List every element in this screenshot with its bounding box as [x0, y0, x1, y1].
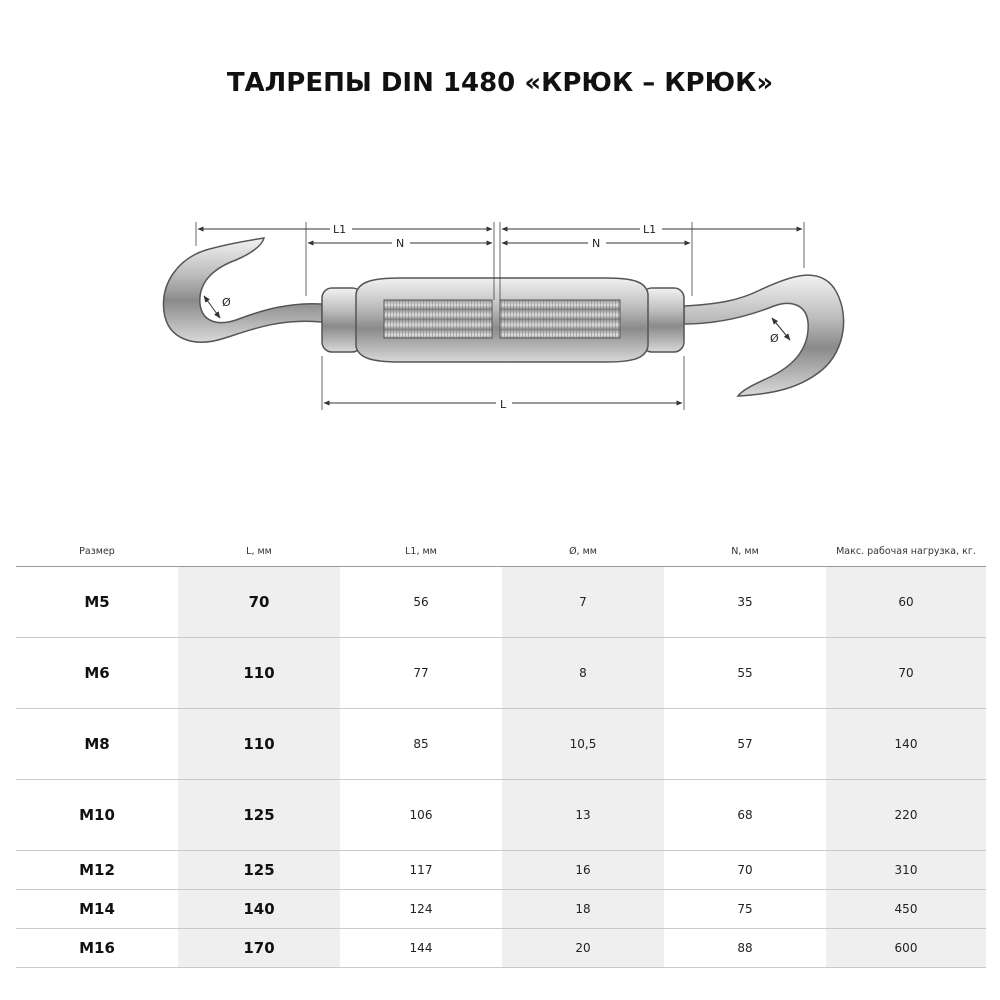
n-cell: 68 [737, 808, 753, 822]
max-load-cell: 220 [826, 780, 986, 850]
l1-cell: 117 [409, 863, 433, 877]
table-row [16, 890, 986, 929]
diameter-cell: 13 [502, 780, 664, 850]
turnbuckle-body [322, 278, 684, 362]
diameter-cell: 8 [502, 638, 664, 708]
max-load-cell: 600 [826, 929, 986, 967]
l-cell: 140 [178, 890, 340, 928]
n-left-label: N [396, 237, 405, 250]
n-right-label: N [592, 237, 601, 250]
max-load-cell: 70 [826, 638, 986, 708]
size-cell: M16 [79, 939, 115, 957]
table-header-row [16, 536, 986, 567]
header-l1: L1, мм [340, 536, 502, 566]
l-cell: 110 [178, 709, 340, 779]
table-row [16, 709, 986, 780]
header-diameter: Ø, мм [502, 536, 664, 566]
l1-cell: 56 [413, 595, 429, 609]
l1-cell: 106 [409, 808, 433, 822]
diameter-cell: 16 [502, 851, 664, 889]
l-total-label: L [500, 398, 507, 411]
max-load-cell: 450 [826, 890, 986, 928]
size-cell: M8 [84, 735, 110, 753]
l1-left-label: L1 [333, 223, 347, 236]
table-row [16, 929, 986, 968]
page-title: ТАЛРЕПЫ DIN 1480 «КРЮК – КРЮК» [226, 68, 774, 98]
n-cell: 55 [737, 666, 753, 680]
size-cell: M14 [79, 900, 115, 918]
max-load-cell: 60 [826, 567, 986, 637]
size-cell: M6 [84, 664, 110, 682]
n-cell: 75 [737, 902, 753, 916]
diameter-cell: 20 [502, 929, 664, 967]
header-l: L, мм [178, 536, 340, 566]
specs-table [16, 536, 986, 968]
table-row [16, 780, 986, 851]
l1-cell: 85 [413, 737, 429, 751]
l1-cell: 124 [409, 902, 433, 916]
n-cell: 70 [737, 863, 753, 877]
size-cell: M10 [79, 806, 115, 824]
diameter-cell: 10,5 [502, 709, 664, 779]
size-cell: M12 [79, 861, 115, 879]
dia-right-label: Ø [770, 332, 779, 345]
left-hook [163, 238, 322, 342]
l-cell: 125 [178, 851, 340, 889]
table-row [16, 851, 986, 890]
header-n: N, мм [664, 536, 826, 566]
right-hook [684, 275, 844, 396]
table-row [16, 567, 986, 638]
header-size: Размер [16, 536, 178, 566]
l1-cell: 144 [409, 941, 433, 955]
n-cell: 88 [737, 941, 753, 955]
n-cell: 57 [737, 737, 753, 751]
l-cell: 70 [178, 567, 340, 637]
l-cell: 125 [178, 780, 340, 850]
l-cell: 170 [178, 929, 340, 967]
header-max-load: Макс. рабочая нагрузка, кг. [826, 536, 986, 566]
size-cell: M5 [84, 593, 110, 611]
l1-right-label: L1 [643, 223, 657, 236]
diameter-cell: 7 [502, 567, 664, 637]
max-load-cell: 310 [826, 851, 986, 889]
max-load-cell: 140 [826, 709, 986, 779]
l-cell: 110 [178, 638, 340, 708]
l1-cell: 77 [413, 666, 429, 680]
n-cell: 35 [737, 595, 753, 609]
table-row [16, 638, 986, 709]
diameter-cell: 18 [502, 890, 664, 928]
dia-left-label: Ø [222, 296, 231, 309]
